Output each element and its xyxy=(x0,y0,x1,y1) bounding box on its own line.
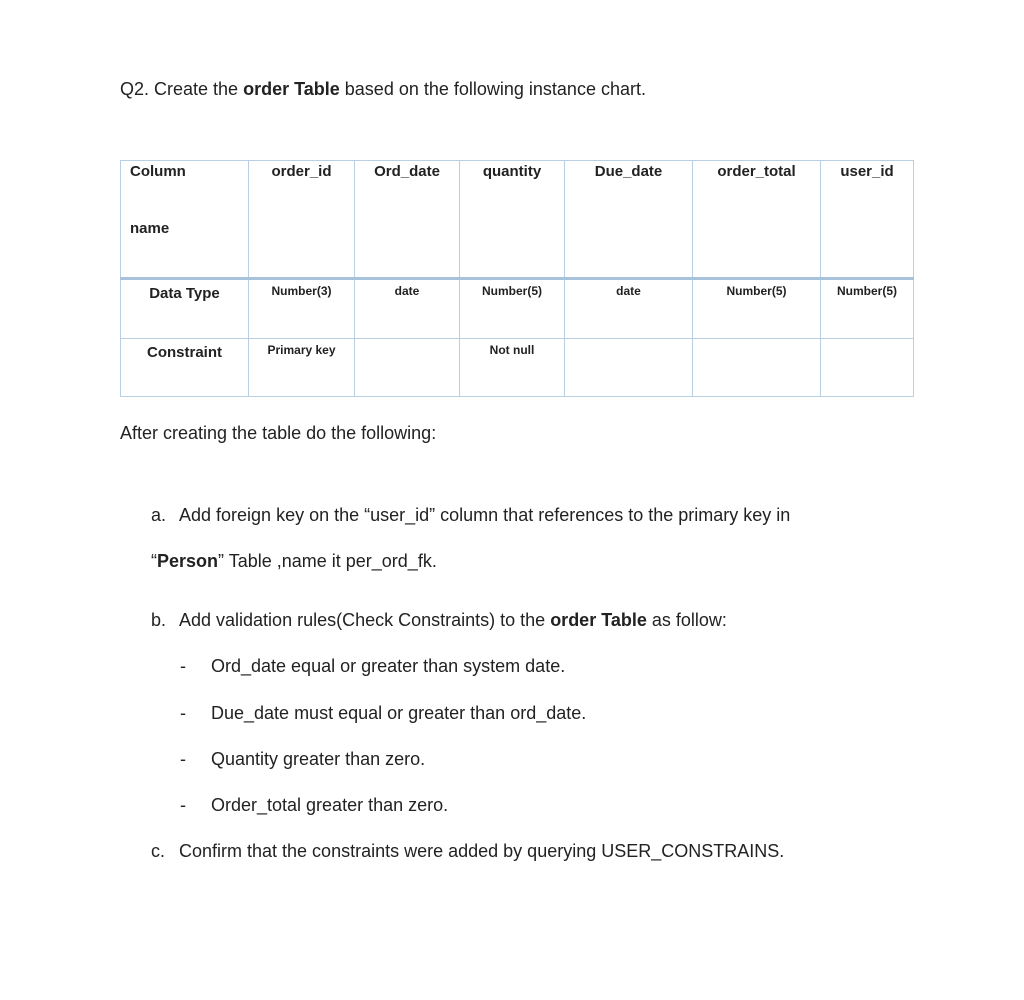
task-b-prefix: Add validation rules(Check Constraints) to the xyxy=(179,610,551,630)
table-cell xyxy=(355,339,460,397)
table-cell xyxy=(565,339,693,397)
table-cell xyxy=(693,279,821,339)
column-header-order-id: order_id xyxy=(271,163,332,180)
row-label-cell xyxy=(121,279,249,339)
constraint-label: Constraint xyxy=(147,344,222,361)
data-type-ord-date: date xyxy=(394,284,420,298)
table-cell xyxy=(693,339,821,397)
data-type-user-id: Number(5) xyxy=(836,284,897,298)
rule-dash: - xyxy=(180,703,186,723)
constraint-user-id xyxy=(821,339,913,343)
task-a-text: Add foreign key on the “user_id” column that references to the primary key in xyxy=(179,505,791,525)
table-row-data-type xyxy=(121,279,914,339)
task-b-bold: order Table xyxy=(550,610,647,630)
table-cell xyxy=(460,339,565,397)
header-cell xyxy=(693,161,821,279)
task-c-text: Confirm that the constraints were added by querying USER_CONSTRAINS. xyxy=(179,841,785,861)
table-row-column-name xyxy=(121,161,914,279)
task-a-line1 xyxy=(151,505,790,526)
constraint-ord-date xyxy=(355,339,459,343)
rule-text: Quantity greater than zero. xyxy=(211,749,426,769)
table-cell xyxy=(249,339,355,397)
column-header-ord-date: Ord_date xyxy=(374,163,440,180)
header-cell xyxy=(565,161,693,279)
header-cell xyxy=(249,161,355,279)
rule-dash: - xyxy=(180,795,186,815)
header-cell xyxy=(460,161,565,279)
question-title xyxy=(120,79,646,100)
table-cell xyxy=(460,279,565,339)
column-header-order-total: order_total xyxy=(717,163,796,180)
task-a-person-bold: Person xyxy=(157,551,219,571)
constraint-due-date xyxy=(565,339,692,343)
task-b-marker: b. xyxy=(151,610,167,630)
column-header-due-date: Due_date xyxy=(594,163,663,180)
table-cell xyxy=(821,339,914,397)
task-a-open-quote: “ xyxy=(151,551,157,571)
task-a-line2-rest: ” Table ,name it per_ord_fk. xyxy=(218,551,437,571)
rule-dash: - xyxy=(180,749,186,769)
data-type-quantity: Number(5) xyxy=(481,284,542,298)
table-cell xyxy=(821,279,914,339)
rule-text: Order_total greater than zero. xyxy=(211,795,449,815)
header-cell xyxy=(821,161,914,279)
data-type-label: Data Type xyxy=(149,285,220,302)
constraint-quantity: Not null xyxy=(489,343,535,357)
column-name-label-cell xyxy=(121,161,249,279)
task-b-suffix: as follow: xyxy=(646,610,727,630)
table-cell xyxy=(565,279,693,339)
data-type-due-date: date xyxy=(616,284,641,298)
question-suffix: based on the following instance chart. xyxy=(339,79,646,99)
task-b-line xyxy=(151,610,727,631)
table-cell xyxy=(249,279,355,339)
task-a-marker: a. xyxy=(151,505,167,525)
column-header-quantity: quantity xyxy=(482,163,542,180)
question-prefix: Q2. Create the xyxy=(120,79,244,99)
after-creating-text: After creating the table do the following: xyxy=(120,423,437,443)
constraint-order-id: Primary key xyxy=(267,343,336,357)
rule-text: Due_date must equal or greater than ord_date. xyxy=(211,703,587,723)
column-header-user-id: user_id xyxy=(840,163,894,180)
column-label-line2: name xyxy=(130,220,170,237)
question-bold: order Table xyxy=(243,79,340,99)
data-type-order-total: Number(5) xyxy=(726,284,787,298)
column-label-line1: Column xyxy=(130,163,186,180)
header-cell xyxy=(355,161,460,279)
instance-chart-table xyxy=(120,160,914,397)
table-row-constraint xyxy=(121,339,914,397)
data-type-order-id: Number(3) xyxy=(271,284,332,298)
row-label-cell xyxy=(121,339,249,397)
table-cell xyxy=(355,279,460,339)
constraint-order-total xyxy=(693,339,820,343)
task-a-line2 xyxy=(151,551,437,572)
rule-dash: - xyxy=(180,656,186,676)
task-c-line xyxy=(151,841,784,862)
task-c-marker: c. xyxy=(151,841,166,861)
rule-text: Ord_date equal or greater than system date. xyxy=(211,656,566,676)
